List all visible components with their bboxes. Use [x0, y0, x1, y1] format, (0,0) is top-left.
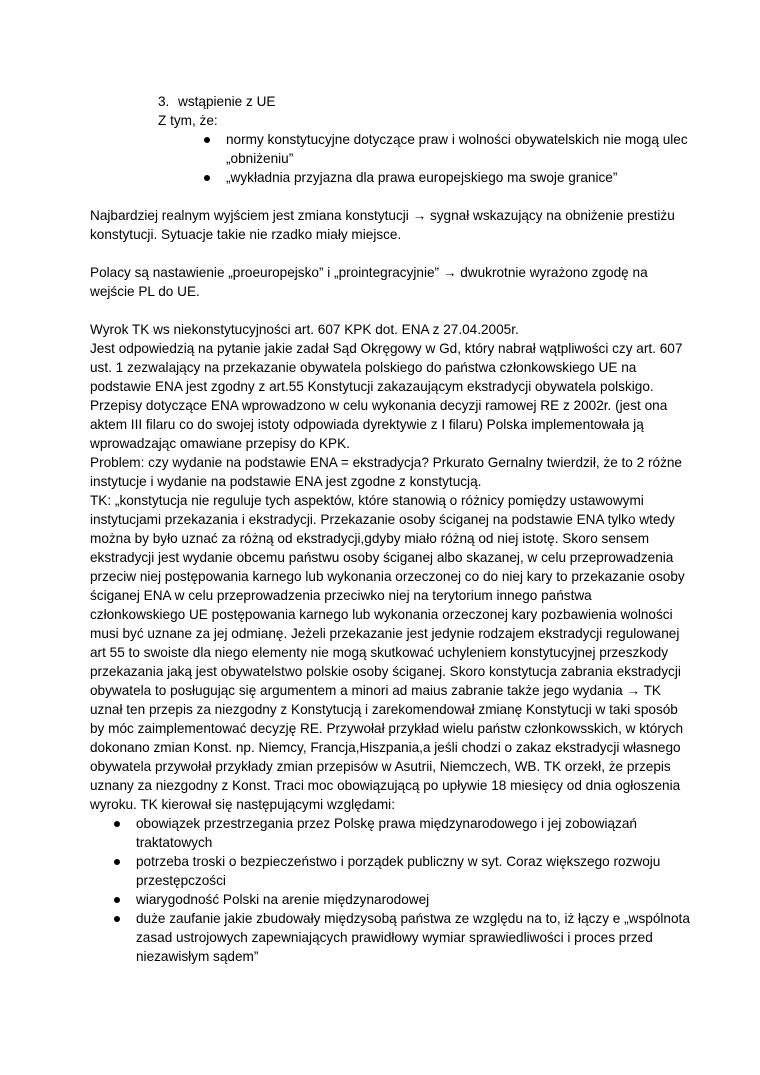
paragraph: TK: „konstytucja nie reguluje tych aspektów, które stanowią o różnicy pomiędzy ustawowymi instytucjami przekazania i ekstradycji. Przekazanie osoby ściganej na podstawie ENA tylko wtedy można by było uznać za różną od ekstradycji,gdyby miało różną od niej istotę. Skoro sensem ekstradycji jest wydanie obcemu państwu osoby ściganej albo skazanej, w celu przeprowadzenia przeciw niej postępowania karnego lub wykonania orzeczonej co do niej kary to przekazanie osoby ściganej ENA w celu przeprowadzenia przeciwko niej na terytorium innego państwa członkowskiego UE postępowania karnego lub wykonania orzeczonej kary pozbawienia wolności musi być uznane za jej odmianę. Jeżeli przekazanie jest jedynie rodzajem ekstradycji regulowanej art 55 to swoiste dla niego elementy nie mogą skutkować uchyleniem konstytucyjnej przeszkody przekazania jaką jest obywatelstwo polskie osoby ściganej. Skoro konstytucja zabrania ekstradycji obywatela to posługując się argumentem a minori ad maius zabranie także jego wydania → TK uznał ten przepis za niezgodny z Konstytucją i zarekomendował zmianę Konstytucji w taki sposób by móc zaimplementować decyzję RE. Przywołał przykład wielu państw członkowsskich, w których dokonano zmian Konst. np. Niemcy, Francja,Hiszpania,a jeśli chodzi o zakaz ekstradycji własnego obywatela przywołał przykłady zmian przepisów w Asutrii, Niemczech, WB. TK orzekł, że przepis uznany za niezgodny z Konst. Traci moc obowiązującą po upływie 18 miesięcy od dnia ogłoszenia wyroku. TK kierował się następującymi względami:	[90, 493, 685, 812]
bullet-item	[136, 814, 690, 852]
paragraph: Problem: czy wydanie na podstawie ENA = ekstradycja? Prkurato Gernalny twierdził, że to 2 różne instytucje i wydanie na podstawie ENA jest zgodne z konstytucją.	[90, 455, 682, 489]
bullet-text: obowiązek przestrzegania przez Polskę prawa międzynarodowego i jej zobowiązań traktatowych	[136, 816, 637, 850]
bullet-item	[136, 909, 690, 966]
bullet-text: „wykładnia przyjazna dla prawa europejskiego ma swoje granice”	[226, 170, 618, 185]
bullet-icon	[114, 821, 120, 827]
bullet-text: duże zaufanie jakie zbudowały międzysobą państwa ze względu na to, iż łączy e „wspólnota zasad ustrojowych zapewniających prawidłowy wymiar sprawiedliwości i proces przed niezawisłym sądem”	[136, 911, 690, 964]
bullet-item	[226, 168, 690, 187]
bullet-icon	[114, 897, 120, 903]
document-body	[90, 92, 690, 966]
bullet-icon	[114, 859, 120, 865]
bottom-bullet-list	[90, 814, 690, 966]
numbered-list-item	[158, 92, 690, 111]
list-number: 3.	[158, 94, 170, 109]
spacer	[90, 301, 690, 320]
spacer	[90, 187, 690, 206]
paragraph: Jest odpowiedzią na pytanie jakie zadał Sąd Okręgowy w Gd, który nabrał wątpliwości czy art. 607 ust. 1 zezwalający na przekazanie obywatela polskiego do państwa członkowskiego UE na podstawie ENA jest zgodny z art.55 Konstytucji zakazaującym ekstradycji obywatela polskigo. Przepisy dotyczące ENA wprowadzono w celu wykonania decyzji ramowej RE z 2002r. (jest ona aktem III filaru co do swojej istoty odpowiada dyrektywie z I filaru) Polska implementowała ją wprowadzając omawiane przepisy do KPK.	[90, 341, 683, 451]
paragraph: Wyrok TK ws niekonstytucyjności art. 607 KPK dot. ENA z 27.04.2005r.	[90, 322, 519, 337]
paragraph: Najbardziej realnym wyjściem jest zmiana konstytucji → sygnał wskazujący na obniżenie prestiżu konstytucji. Sytuacje takie nie rzadko miały miejsce.	[90, 208, 675, 242]
bullet-item	[136, 890, 690, 909]
intro-line: Z tym, że:	[158, 113, 218, 128]
bullet-icon	[114, 916, 120, 922]
bullet-text: wiarygodność Polski na arenie międzynarodowej	[136, 892, 430, 907]
bullet-text: potrzeba troski o bezpieczeństwo i porządek publiczny w syt. Coraz większego rozwoju przestępczości	[136, 854, 661, 888]
bullet-icon	[204, 175, 210, 181]
paragraph: Polacy są nastawienie „proeuropejsko” i „prointegracyjnie” → dwukrotnie wyrażono zgodę na wejście PL do UE.	[90, 265, 648, 299]
spacer	[90, 244, 690, 263]
bullet-text: normy konstytucyjne dotyczące praw i wolności obywatelskich nie mogą ulec „obniżeniu”	[226, 132, 688, 166]
top-bullet-list	[90, 130, 690, 187]
bullet-item	[226, 130, 690, 168]
list-item-text: wstąpienie z UE	[178, 94, 276, 109]
bullet-icon	[204, 137, 210, 143]
bullet-item	[136, 852, 690, 890]
